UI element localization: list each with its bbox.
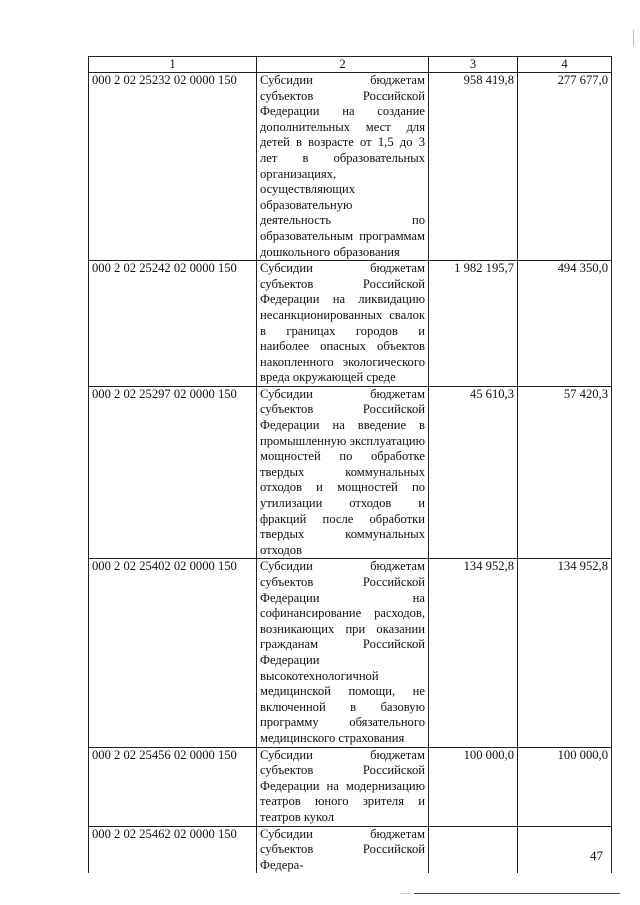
amount-col3: 1 982 195,7 <box>429 261 518 387</box>
scan-edge-mark <box>633 30 634 46</box>
column-number-2: 2 <box>257 57 429 73</box>
column-number-1: 1 <box>89 57 257 73</box>
table-row <box>89 559 612 747</box>
amount-col3: 958 419,8 <box>429 73 518 261</box>
amount-col3: 45 610,3 <box>429 386 518 559</box>
table-row <box>89 386 612 559</box>
column-number-4: 4 <box>518 57 612 73</box>
amount-col4: 494 350,0 <box>518 261 612 387</box>
scan-footer-mark <box>400 893 620 894</box>
page-number: 47 <box>590 848 603 863</box>
budget-code: 000 2 02 25456 02 0000 150 <box>89 747 257 826</box>
column-number-3: 3 <box>429 57 518 73</box>
table-row <box>89 261 612 387</box>
amount-col3: 100 000,0 <box>429 747 518 826</box>
budget-code: 000 2 02 25232 02 0000 150 <box>89 73 257 261</box>
row-description: Субсидии бюджетам субъектов Российской Федерации на софинансирование расходов, возникающих при оказании гражданам Российской Федерации высокотехнологичной медицинской помощи, не включенной в базовую программу обязательного медицинского страхования <box>257 559 429 747</box>
amount-col3 <box>429 826 518 873</box>
budget-code: 000 2 02 25242 02 0000 150 <box>89 261 257 387</box>
table-header-row <box>89 57 612 73</box>
row-description: Субсидии бюджетам субъектов Российской Федерации на ликвидацию несанкционированных свалок в границах городов и наиболее опасных объектов накопленного экологического вреда окружающей среде <box>257 261 429 387</box>
budget-code: 000 2 02 25402 02 0000 150 <box>89 559 257 747</box>
amount-col4: 134 952,8 <box>518 559 612 747</box>
row-description: Субсидии бюджетам субъектов Российской Федерации на введение в промышленную эксплуатацию мощностей по обработке твердых коммунальных отходов и мощностей по утилизации отходов и фракций после обработки твердых коммунальных отходов <box>257 386 429 559</box>
row-description: Субсидии бюджетам субъектов Российской Федера- <box>257 826 429 873</box>
table-row <box>89 747 612 826</box>
row-description: Субсидии бюджетам субъектов Российской Федерации на модернизацию театров юного зрителя и театров кукол <box>257 747 429 826</box>
table-row <box>89 826 612 873</box>
budget-code: 000 2 02 25462 02 0000 150 <box>89 826 257 873</box>
amount-col4: 100 000,0 <box>518 747 612 826</box>
budget-table <box>88 56 612 873</box>
budget-code: 000 2 02 25297 02 0000 150 <box>89 386 257 559</box>
table-row <box>89 73 612 261</box>
amount-col3: 134 952,8 <box>429 559 518 747</box>
row-description: Субсидии бюджетам субъектов Российской Федерации на создание дополнительных мест для детей в возрасте от 1,5 до 3 лет в образовательных организациях, осуществляющих образовательную деятельность по образовательным программам дошкольного образования <box>257 73 429 261</box>
amount-col4: 57 420,3 <box>518 386 612 559</box>
amount-col4: 277 677,0 <box>518 73 612 261</box>
